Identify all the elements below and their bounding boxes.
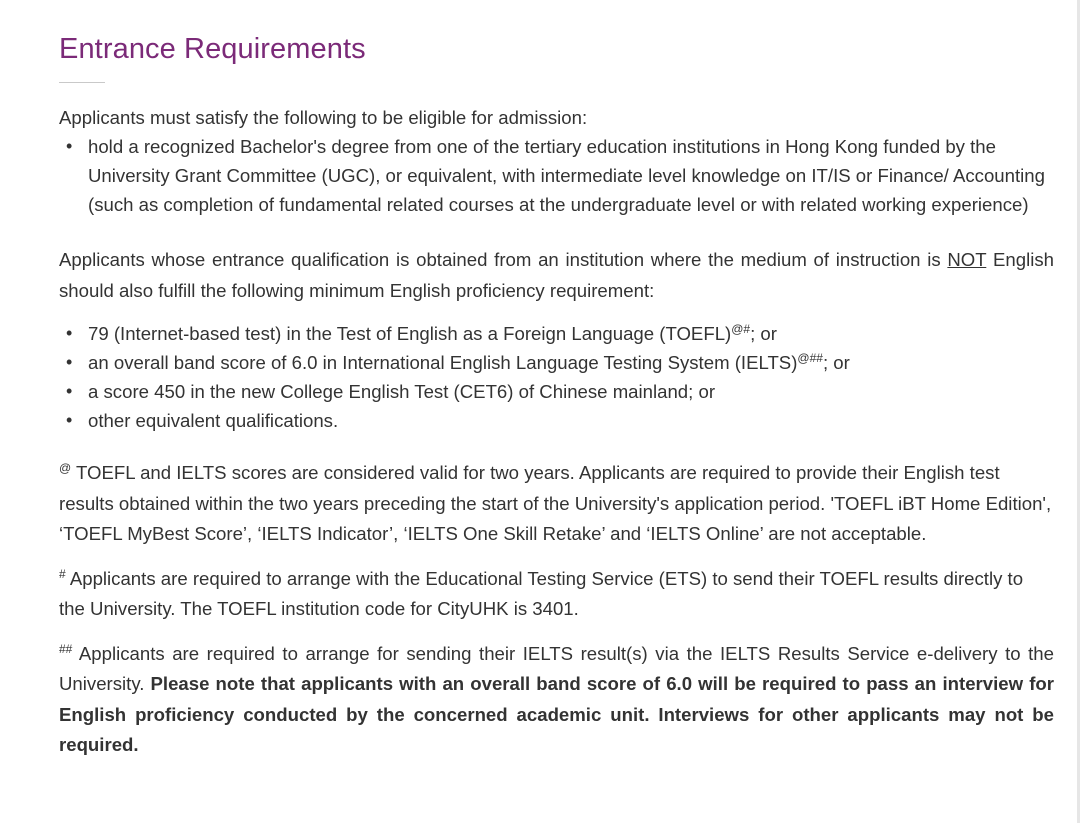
ielts-requirement: an overall band score of 6.0 in International English Language Testing System (IELTS) xyxy=(88,352,798,373)
interview-notice: Please note that applicants with an overall band score of 6.0 will be required to pass an interview for English proficiency conducted by the concerned academic unit. Interviews for other applicants may not be required. xyxy=(59,673,1054,755)
ielts-footnote-marker: @## xyxy=(797,350,823,365)
list-item xyxy=(59,377,1054,406)
toefl-tail: ; or xyxy=(750,323,777,344)
footnote-hash-marker: # xyxy=(59,566,66,581)
intro-text: Applicants must satisfy the following to be eligible for admission: xyxy=(59,107,588,128)
english-requirements-list xyxy=(59,319,1054,435)
ielts-tail: ; or xyxy=(822,352,850,373)
title-divider xyxy=(59,82,105,83)
bullet-icon: • xyxy=(66,352,73,372)
footnote-double-hash xyxy=(59,639,1054,761)
entrance-requirements-section xyxy=(59,28,1054,761)
footnote-double-hash-text: Applicants are required to arrange for sending their IELTS result(s) via the IELTS Results Service e-delivery to the University. xyxy=(59,642,1054,694)
footnote-hash-text: Applicants are required to arrange with the Educational Testing Service (ETS) to send their TOEFL results directly to the University. The TOEFL institution code for CityUHK is 3401. xyxy=(59,567,1024,619)
page-title: Entrance Requirements xyxy=(59,33,366,65)
footnote-hash xyxy=(59,564,1054,625)
medium-text-before: Applicants whose entrance qualification is obtained from an institution where the medium of instruction is xyxy=(59,249,948,270)
bullet-icon: • xyxy=(66,381,73,401)
bullet-icon: • xyxy=(66,410,73,430)
list-item xyxy=(59,406,1054,435)
footnote-double-hash-marker: ## xyxy=(59,641,73,656)
not-emphasis: NOT xyxy=(947,249,987,270)
toefl-footnote-marker: @# xyxy=(731,321,751,336)
list-item xyxy=(59,348,1054,377)
requirement-degree: hold a recognized Bachelor's degree from one of the tertiary education institutions in Hong Kong funded by the University Grant Committee (UGC), or equivalent, with intermediate level knowledge on IT/IS or Finance/ Accounting (such as completion of fundamental related courses at the undergraduate level or with related working experience) xyxy=(88,136,1045,215)
footnote-at-text: TOEFL and IELTS scores are considered valid for two years. Applicants are required to provide their English test results obtained within the two years preceding the start of the University's application period. 'TOEFL iBT Home Edition', ‘TOEFL MyBest Score’, ‘IELTS Indicator’, ‘IELTS One Skill Retake’ and ‘IELTS Online’ are not acceptable. xyxy=(59,462,1052,544)
other-qualifications: other equivalent qualifications. xyxy=(88,410,339,431)
footnote-at xyxy=(59,458,1054,550)
medium-of-instruction-text xyxy=(59,244,1054,306)
medium-text-after: English should also fulfill the following minimum English proficiency requirement: xyxy=(59,249,1054,301)
list-item xyxy=(59,132,1054,219)
requirements-list xyxy=(59,132,1054,219)
list-item xyxy=(59,319,1054,348)
cet6-requirement: a score 450 in the new College English Test (CET6) of Chinese mainland; or xyxy=(88,381,716,402)
toefl-requirement: 79 (Internet-based test) in the Test of English as a Foreign Language (TOEFL) xyxy=(88,323,732,344)
footnote-at-marker: @ xyxy=(59,460,72,475)
bullet-icon: • xyxy=(66,136,73,156)
bullet-icon: • xyxy=(66,323,73,343)
